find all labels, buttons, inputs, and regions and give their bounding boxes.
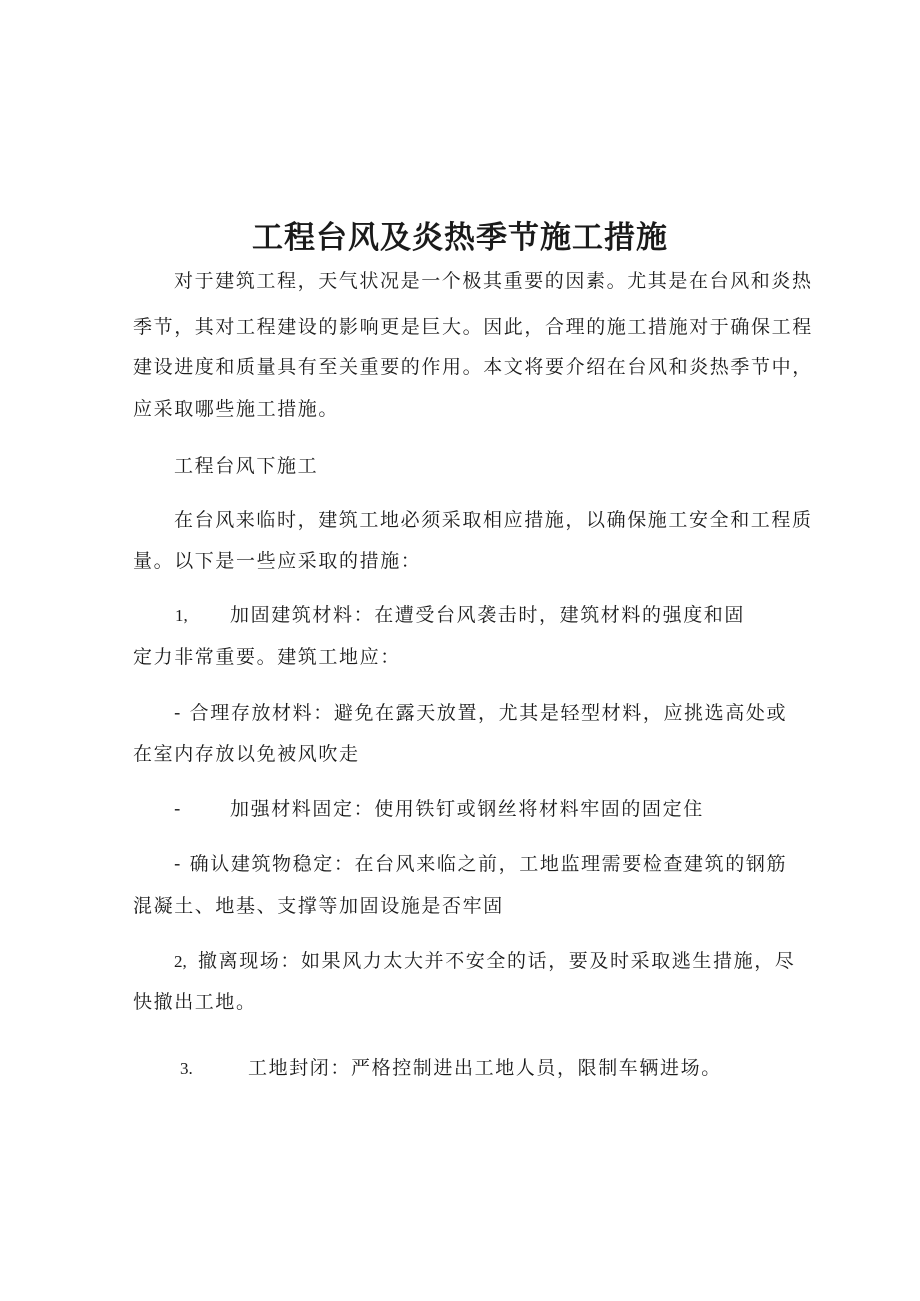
item-1-line-1: 加固建筑材料：在遭受台风袭击时，建筑材料的强度和固 [230, 604, 746, 626]
item-2-line-2: 快撤出工地。 [133, 991, 257, 1013]
sub-item-2-dash: - [174, 798, 183, 820]
item-2-line-1: 撤离现场：如果风力太大并不安全的话，要及时采取逃生措施，尽 [198, 950, 796, 972]
intro-line-4: 应采取哪些施工措施。 [133, 398, 340, 420]
intro-line-2: 季节，其对工程建设的影响更是巨大。因此，合理的施工措施对于确保工程 [133, 316, 813, 338]
sub-item-1-line-1: - 合理存放材料：避免在露天放置，尤其是轻型材料，应挑选高处或 [174, 702, 788, 724]
item-3-text: 工地封闭：严格控制进出工地人员，限制车辆进场。 [248, 1057, 722, 1079]
sub-item-1-line-2: 在室内存放以免被风吹走 [133, 743, 360, 765]
section-heading: 工程台风下施工 [174, 455, 319, 477]
sub-item-3-line-1: - 确认建筑物稳定：在台风来临之前，工地监理需要检查建筑的钢筋 [174, 853, 788, 875]
item-1-number: 1, [175, 606, 188, 625]
sub-item-2-text: 加强材料固定：使用铁钉或钢丝将材料牢固的固定住 [230, 798, 704, 820]
section-intro-line-2: 量。以下是一些应采取的措施： [133, 550, 422, 572]
intro-line-1: 对于建筑工程，天气状况是一个极其重要的因素。尤其是在台风和炎热 [174, 270, 813, 292]
section-intro-line-1: 在台风来临时，建筑工地必须采取相应措施，以确保施工安全和工程质 [174, 509, 813, 531]
item-2-number: 2, [174, 952, 187, 971]
item-1-line-2: 定力非常重要。建筑工地应： [133, 646, 401, 668]
document-title: 工程台风及炎热季节施工措施 [252, 220, 668, 256]
intro-line-3: 建设进度和质量具有至关重要的作用。本文将要介绍在台风和炎热季节中， [133, 356, 813, 378]
sub-item-3-line-2: 混凝土、地基、支撑等加固设施是否牢固 [133, 895, 504, 917]
item-3-number: 3. [180, 1059, 193, 1078]
